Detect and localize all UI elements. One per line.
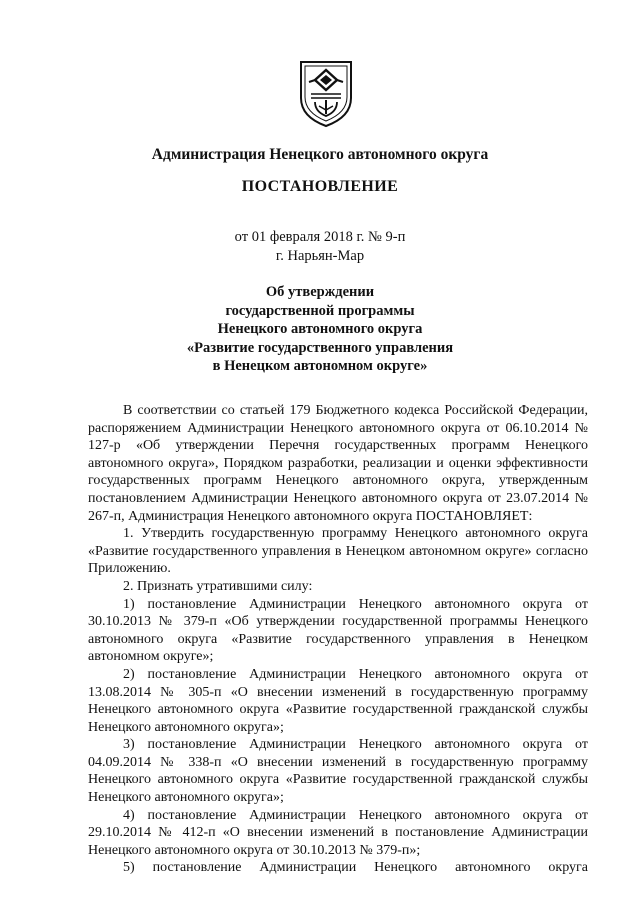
subitem-4-paragraph: 4) постановление Администрации Ненецкого автономного округа от 29.10.2014 № 412-п «О внесении изменений в постановление Администрации Ненецкого автономного округа от 30.10.2013 № 379-п»; xyxy=(88,807,588,858)
subitem-3-paragraph: 3) постановление Администрации Ненецкого автономного округа от 04.09.2014 № 338-п «О внесении изменений в государственную программу Ненецкого автономного округа «Развитие государственной гражданской службы Ненецкого автономного округа»; xyxy=(88,737,588,806)
item-1-paragraph: 1. Утвердить государственную программу Ненецкого автономного округа «Развитие государственного управления в Ненецком автономном округе» согласно Приложению. xyxy=(88,526,588,577)
subject-line: «Развитие государственного управления xyxy=(186,339,454,356)
issuing-authority: Администрация Ненецкого автономного округа xyxy=(151,146,489,163)
document-type: ПОСТАНОВЛЕНИЕ xyxy=(241,178,399,195)
subitem-5-paragraph: 5) постановление Администрации Ненецкого автономного округа xyxy=(123,860,588,876)
subject-line: в Ненецком автономном округе» xyxy=(212,358,428,375)
document-body xyxy=(88,402,588,877)
subitem-1-paragraph: 1) постановление Администрации Ненецкого автономного округа от 30.10.2013 № 379-п «Об утверждении государственной программы Ненецкого автономного округа «Развитие государственного управления в Ненецком автономном округе»; xyxy=(88,596,588,665)
document-city: г. Нарьян-Мар xyxy=(275,248,365,264)
item-2-paragraph: 2. Признать утратившими силу: xyxy=(123,578,313,594)
document-subject xyxy=(0,283,640,376)
subject-line: государственной программы xyxy=(225,302,415,319)
preamble-paragraph: В соответствии со статьей 179 Бюджетного кодекса Российской Федерации, распоряжением Администрации Ненецкого автономного округа от 06.10.2014 № 127-р «Об утверждении Перечня государственных программ Ненецкого автономного округа», Порядком разработки, реализации и оценки эффективности государственных программ Ненецкого автономного округа, утвержденным постановлением Администрации Ненецкого автономного округа от 23.07.2014 № 267-п, Администрация Ненецкого автономного округа ПОСТАНОВЛЯЕТ: xyxy=(88,403,588,524)
subitem-2-paragraph: 2) постановление Администрации Ненецкого автономного округа от 13.08.2014 № 305-п «О внесении изменений в государственную программу Ненецкого автономного округа «Развитие государственной гражданской службы Ненецкого автономного округа»; xyxy=(88,666,588,735)
coat-of-arms-emblem xyxy=(297,58,355,128)
subject-line: Об утверждении xyxy=(265,284,375,300)
subject-line: Ненецкого автономного округа xyxy=(217,321,423,338)
document-date-number: от 01 февраля 2018 г. № 9-п xyxy=(234,229,406,245)
